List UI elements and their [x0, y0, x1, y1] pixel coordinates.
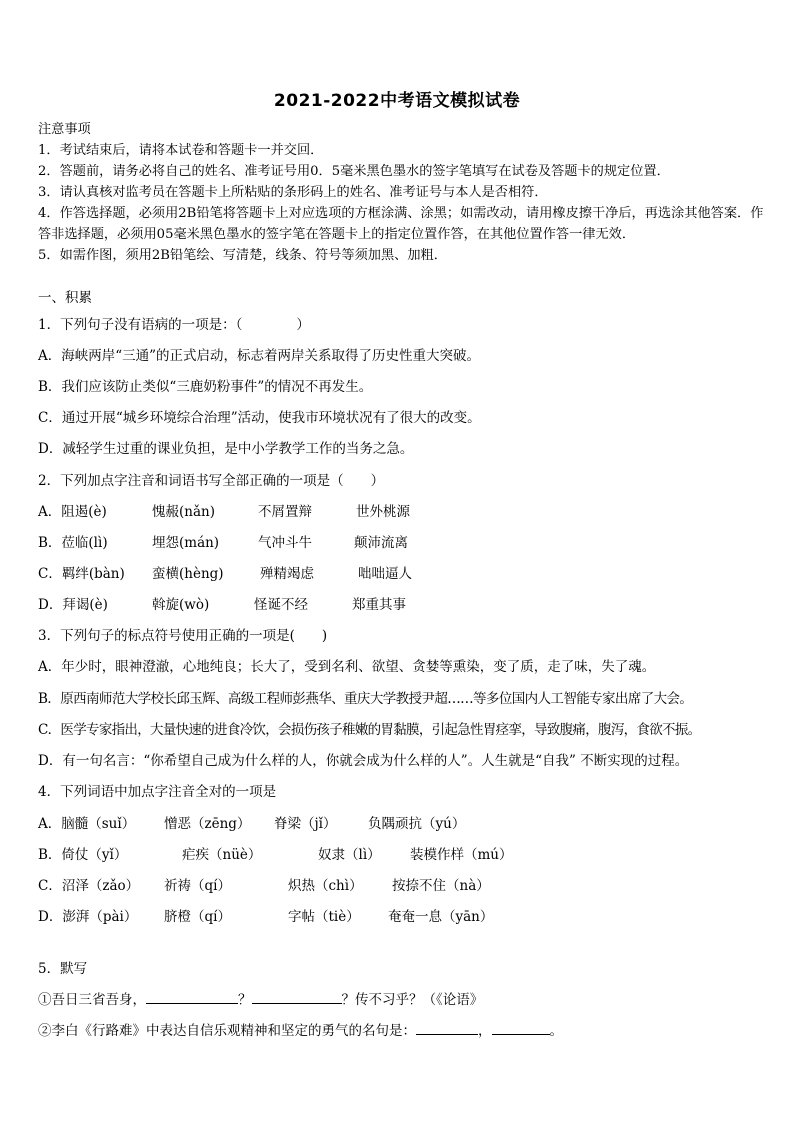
question-3-option-a: A．年少时，眼神澄澈，心地纯良；长大了，受到名利、欲望、贪婪等熏染，变了质，走了味，失了魂。 [38, 659, 656, 675]
dictation-line-2-pre: ②李白《行路难》中表达自信乐观精神和坚定的勇气的名句是： [38, 1023, 416, 1039]
notice-block [38, 119, 768, 266]
dictation-line-1-post: ？传不习乎？（《论语》 [341, 992, 484, 1008]
question-1-option-b: B．我们应该防止类似“三鹿奶粉事件”的情况不再发生。 [38, 379, 373, 395]
dictation-line-1-pre: ①吾日三省吾身， [38, 992, 146, 1008]
dictation-line-2-mid: ， [478, 1023, 492, 1039]
answer-blank[interactable] [146, 1002, 238, 1004]
cell: 祈祷（qí） [164, 878, 231, 894]
question-3-option-c: C．医学专家指出，大量快速的进食冷饮，会损伤孩子稚嫩的胃黏膜，引起急性胃痉挛，导致腹痛，腹泻，食欲不振。 [38, 722, 701, 738]
cell: 斡旋(wò) [152, 597, 210, 613]
cell: 埋怨(mán) [152, 535, 220, 551]
answer-blank[interactable] [416, 1033, 478, 1035]
question-3-stem: 3．下列句子的标点符号使用正确的一项是( ) [38, 628, 328, 644]
cell: 怪诞不经 [254, 597, 308, 613]
cell: 按捺不住（nà） [392, 878, 490, 894]
dictation-line-2 [38, 1019, 563, 1039]
question-4-stem: 4．下列词语中加点字注音全对的一项是 [38, 784, 277, 800]
cell: 字帖（tiè） [288, 909, 360, 925]
cell: C．沼泽（zǎo） [38, 878, 140, 894]
dictation-line-1 [38, 988, 483, 1008]
notice-heading: 注意事项 [38, 122, 91, 137]
cell: D．澎湃（pài） [38, 909, 138, 925]
cell: 憎恶（zēng） [164, 816, 251, 832]
page-title: 2021-2022中考语文模拟试卷 [273, 91, 521, 111]
cell: 愧赧(nǎn) [152, 504, 215, 520]
section-heading: 一、积累 [38, 290, 92, 306]
cell: C．羁绊(bàn) [38, 566, 125, 582]
cell: 奴隶（lì） [318, 847, 381, 863]
question-3-option-d: D．有一句名言：“你希望自己成为什么样的人，你就会成为什么样的人”。人生就是“自我” 不断实现的过程。 [38, 753, 689, 769]
notice-item-3: 3．请认真核对监考员在答题卡上所粘贴的条形码上的姓名、准考证号与本人是否相符． [38, 185, 548, 200]
cell: 殚精竭虑 [260, 566, 314, 582]
cell: 颠沛流离 [354, 535, 408, 551]
answer-blank[interactable] [492, 1033, 550, 1035]
cell: A．脑髓（suǐ） [38, 816, 136, 832]
cell: 负隅顽抗（yú） [368, 816, 466, 832]
question-1-stem: 1．下列句子没有语病的一项是：（ ） [38, 317, 310, 333]
question-1-option-a: A．海峡两岸“三通”的正式启动，标志着两岸关系取得了历史性重大突破。 [38, 348, 481, 364]
cell: 脊梁（jǐ） [274, 816, 337, 832]
cell: 脐橙（qí） [164, 909, 231, 925]
cell: A．阻遏(è) [38, 504, 107, 520]
notice-item-1: 1．考试结束后，请将本试卷和答题卡一并交回． [38, 143, 324, 158]
cell: 蛮横(hèng) [152, 566, 224, 582]
cell: 气冲斗牛 [258, 535, 312, 551]
notice-item-4: 4．作答选择题，必须用2B铅笔将答题卡上对应选项的方框涂满、涂黑；如需改动，请用橡皮擦干净后，再选涂其他答案．作答非选择题，必须用05毫米黑色墨水的签字笔在答题卡上的指定位置作答，在其他位置作答一律无效． [38, 206, 764, 242]
cell: 郑重其事 [352, 597, 406, 613]
cell: D．拜谒(è) [38, 597, 108, 613]
cell: 咄咄逼人 [358, 566, 412, 582]
question-2-stem: 2．下列加点字注音和词语书写全部正确的一项是（ ） [38, 473, 385, 489]
cell: B．莅临(lì) [38, 535, 108, 551]
dictation-line-1-mid: ？ [238, 992, 252, 1008]
question-3-option-b: B．原西南师范大学校长邱玉辉、高级工程师彭燕华、重庆大学教授尹超……等多位国内人工智能专家出席了大会。 [38, 691, 693, 707]
cell: 炽热（chì） [288, 878, 363, 894]
cell: B．倚仗（yǐ） [38, 847, 128, 863]
answer-blank[interactable] [252, 1002, 342, 1004]
question-1-option-c: C．通过开展“城乡环境综合治理”活动，使我市环境状况有了很大的改变。 [38, 410, 481, 426]
cell: 装模作样（mú） [410, 847, 513, 863]
notice-item-5: 5．如需作图，须用2B铅笔绘、写清楚，线条、符号等须加黑、加粗． [38, 248, 447, 263]
question-1-option-d: D．减轻学生过重的课业负担，是中小学教学工作的当务之急。 [38, 441, 414, 457]
cell: 世外桃源 [356, 504, 410, 520]
question-5-stem: 5．默写 [38, 961, 88, 977]
dictation-line-2-post: 。 [549, 1023, 563, 1039]
cell: 疟疾（nüè） [182, 847, 262, 863]
cell: 不屑置辩 [258, 504, 312, 520]
cell: 奄奄一息（yān） [388, 909, 494, 925]
notice-item-2: 2．答题前，请务必将自己的姓名、准考证号用0．5毫米黑色墨水的签字笔填写在试卷及答题卡的规定位置． [38, 164, 670, 179]
